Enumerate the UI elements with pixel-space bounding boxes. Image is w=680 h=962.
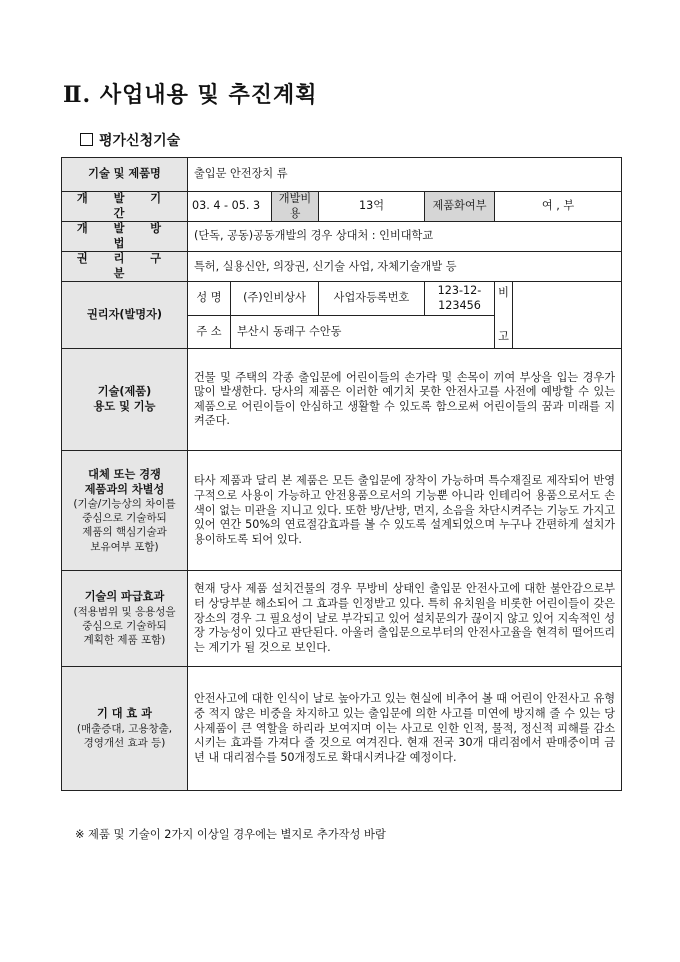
value-expected-effects: 안전사고에 대한 인식이 날로 높아가고 있는 현실에 비추어 볼 때 어린이 안전사고 유형 중 적지 않은 비중을 차지하고 있는 출입문에 의한 사고를 미연에 방지해 줄 수 있는 당사제품이 큰 역할을 하리라 보여지며 이는 사고로 인한 인적, 물적, 정신적 피해를 감소시키는 효과를 가져다 줄 것으로 여겨진다. 현재 전국 30개 대리점에서 판매중이며 금년 내 대리점수를 50개정도로 확대시켜나갈 예정이다. [188,667,622,791]
label-ripple-sub-3: 계획한 제품 포함) [83,634,166,647]
label-remarks-1: 비 [498,286,509,300]
label-remarks-stack [495,282,512,348]
value-owner-address: 부산시 동래구 수안동 [231,315,495,348]
label-differentiation-sub-1: (기술/기능상의 차이를 [73,498,176,511]
label-effects-line-1: 기 대 효 과 [97,707,152,721]
row-usage [62,349,622,451]
label-usage-line-2: 용도 및 기능 [93,399,156,413]
row-rights [62,252,622,282]
label-dev-method-text: 개 발 방 법 [76,222,173,250]
label-dev-method [62,222,188,252]
evaluation-table [61,157,622,791]
row-dev-period [62,192,622,222]
label-ripple-sub-2: 중심으로 기술하되 [82,620,167,633]
label-usage [62,349,188,451]
label-business-reg-number: 사업자등록번호 [319,282,425,316]
value-remarks [513,282,622,349]
label-rights-text: 권 리 구 분 [76,252,173,280]
value-business-reg-number: 123-12-123456 [425,282,495,316]
subsection-title-text: 평가신청기술 [99,133,181,149]
label-differentiation-line-1: 대체 또는 경쟁 [88,467,161,481]
label-rights [62,252,188,282]
value-dev-cost: 13억 [319,192,425,222]
label-usage-line-1: 기술(제품) [97,385,152,399]
label-tech-name: 기술 및 제품명 [62,158,188,192]
row-owner-name [62,282,622,316]
label-differentiation-sub-2: 중심으로 기술하되 [82,512,167,525]
label-dev-cost: 개발비용 [272,192,319,222]
label-ripple-line-1: 기술의 파급효과 [84,590,165,604]
row-dev-method [62,222,622,252]
label-owner-address: 주 소 [188,315,231,348]
label-owner-name: 성 명 [188,282,231,316]
row-differentiation [62,451,622,571]
section-title: Ⅱ. 사업내용 및 추진계획 [63,82,318,108]
value-dev-period: 03. 4 - 05. 3 [188,192,272,222]
label-ripple-sub-1: (적용범위 및 응용성을 [73,605,176,618]
label-differentiation-line-2: 제품과의 차별성 [84,482,165,496]
label-remarks-2: 고 [498,329,509,343]
value-ripple-effect: 현재 당사 제품 설치건물의 경우 무방비 상태인 출입문 안전사고에 대한 불안감으로부터 상당부분 해소되어 그 효과를 인정받고 있다. 특히 유치원을 비롯한 어린이들이 갖은 장소의 경우 그 필요성이 날로 부각되고 있어 설치문의가 끊이지 않고 있어 지속적인 성장 가능성이 있다고 판단된다. 아울러 출입문으로부터의 안전사고율을 현격히 떨어뜨리는 계기가 될 것으로 보인다. [188,571,622,667]
checkbox-square-icon [80,133,93,146]
label-ripple-effect [62,571,188,667]
label-effects-sub-2: 경영개선 효과 등) [83,737,166,750]
row-expected-effects [62,667,622,791]
value-usage: 건물 및 주택의 각종 출입문에 어린이들의 손가락 및 손목이 끼여 부상을 입는 경우가 많이 발생한다. 당사의 제품은 이러한 예기치 못한 안전사고를 사전에 예방할 수 있는 제품으로 어린이들이 안심하고 생활할 수 있도록 함으로써 어린이들의 꿈과 미래를 지켜준다. [188,349,622,451]
subsection-title [80,130,180,150]
row-tech-name [62,158,622,192]
value-tech-name: 출입문 안전장치 류 [188,158,622,192]
footnote: ※ 제품 및 기술이 2가지 이상일 경우에는 별지로 추가작성 바람 [75,828,386,841]
label-dev-period [62,192,188,222]
label-owner: 권리자(발명자) [62,282,188,349]
label-differentiation-sub-4: 보유여부 포함) [90,540,159,553]
label-differentiation [62,451,188,571]
value-rights: 특허, 실용신안, 의장권, 신기술 사업, 자체기술개발 등 [188,252,622,282]
row-ripple-effect [62,571,622,667]
label-dev-period-text: 개 발 기 간 [76,192,173,220]
label-expected-effects [62,667,188,791]
value-dev-method: (단독, 공동)공동개발의 경우 상대처 : 인비대학교 [188,222,622,252]
value-owner-name: (주)인비상사 [231,282,319,316]
label-differentiation-sub-3: 제품의 핵심기술과 [82,526,167,539]
label-effects-sub-1: (매출증대, 고용창출, [76,722,173,735]
value-differentiation: 타사 제품과 달리 본 제품은 모든 출입문에 장착이 가능하며 특수재질로 제작되어 반영구적으로 사용이 가능하고 안전용품으로서의 기능뿐 아니라 인테리어 용품으로서도 손색이 없는 미관을 지니고 있다. 또한 방/난방, 먼지, 소음을 차단시켜주는 기능도 가지고 있어 연간 50%의 연료절감효과를 볼 수 있도록 설계되었으며 누구나 간편하게 설치가 용이하도록 되어 있다. [188,451,622,571]
label-remarks [495,282,513,349]
value-productization: 여 , 부 [495,192,622,222]
label-productization: 제품화여부 [425,192,495,222]
